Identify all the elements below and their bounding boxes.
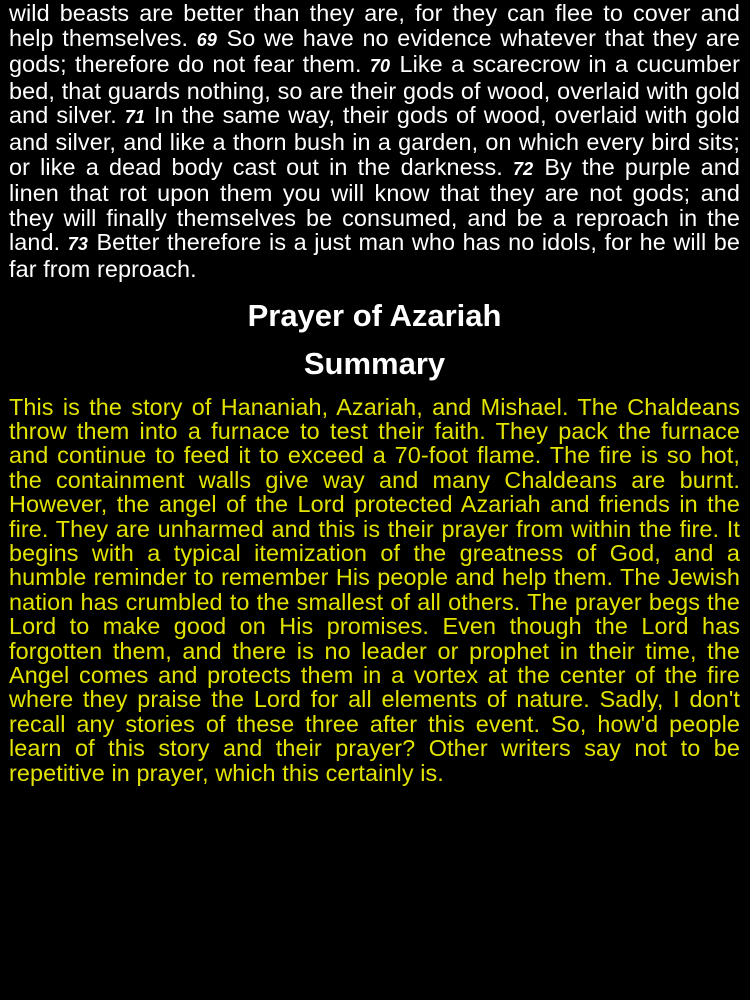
scripture-text: By the purple and linen that rot upon them you will know that they are not gods; and they will finally themselves be consumed, and be a reproach in the land.	[9, 153, 740, 256]
verse-number: 71	[124, 107, 146, 128]
scripture-text: In the same way, their gods of wood, overlaid with gold and silver, and like a thorn bush in a garden, on which every bird sits; or like a dead body cast out in the darkness.	[9, 102, 741, 180]
scripture-text: wild beasts are better than they are, for they can flee to cover and help themselves.	[9, 0, 740, 51]
scripture-passage	[9, 0, 740, 282]
verse-number: 72	[513, 158, 534, 179]
scripture-text: Like a scarecrow in a cucumber bed, that guards nothing, so are their gods of wood, overlaid with gold and silver.	[9, 51, 740, 129]
scripture-text: Better therefore is a just man who has no idols, for he will be far from reproach.	[9, 229, 740, 282]
summary-text: This is the story of Hananiah, Azariah, and Mishael. The Chaldeans throw them into a furnace to test their faith. They pack the furnace and continue to feed it to exceed a 70-foot flame. The fire is so hot, the containment walls give way and many Chaldeans are burnt. However, the angel of the Lord protected Azariah and friends in the fire. They are unharmed and this is their prayer from within the fire. It begins with a typical itemization of the greatness of God, and a humble reminder to remember His people and help them. The Jewish nation has crumbled to the smallest of all others. The prayer begs the Lord to make good on His promises. Even though the Lord has forgotten them, and there is no leader or prophet in their time, the Angel comes and protects them in a vortex at the center of the fire where they praise the Lord for all elements of nature. Sadly, I don't recall any stories of these three after this event. So, how'd people learn of this story and their prayer? Other writers say not to be repetitive in prayer, which this certainly is.	[9, 393, 740, 786]
section-title: Prayer of Azariah	[247, 297, 502, 333]
verse-number: 69	[196, 29, 217, 50]
verse-number: 70	[369, 56, 391, 77]
section-subtitle: Summary	[303, 345, 446, 381]
verse-number: 73	[67, 234, 88, 255]
scripture-text: So we have no evidence whatever that they are gods; therefore do not fear them.	[9, 24, 740, 78]
